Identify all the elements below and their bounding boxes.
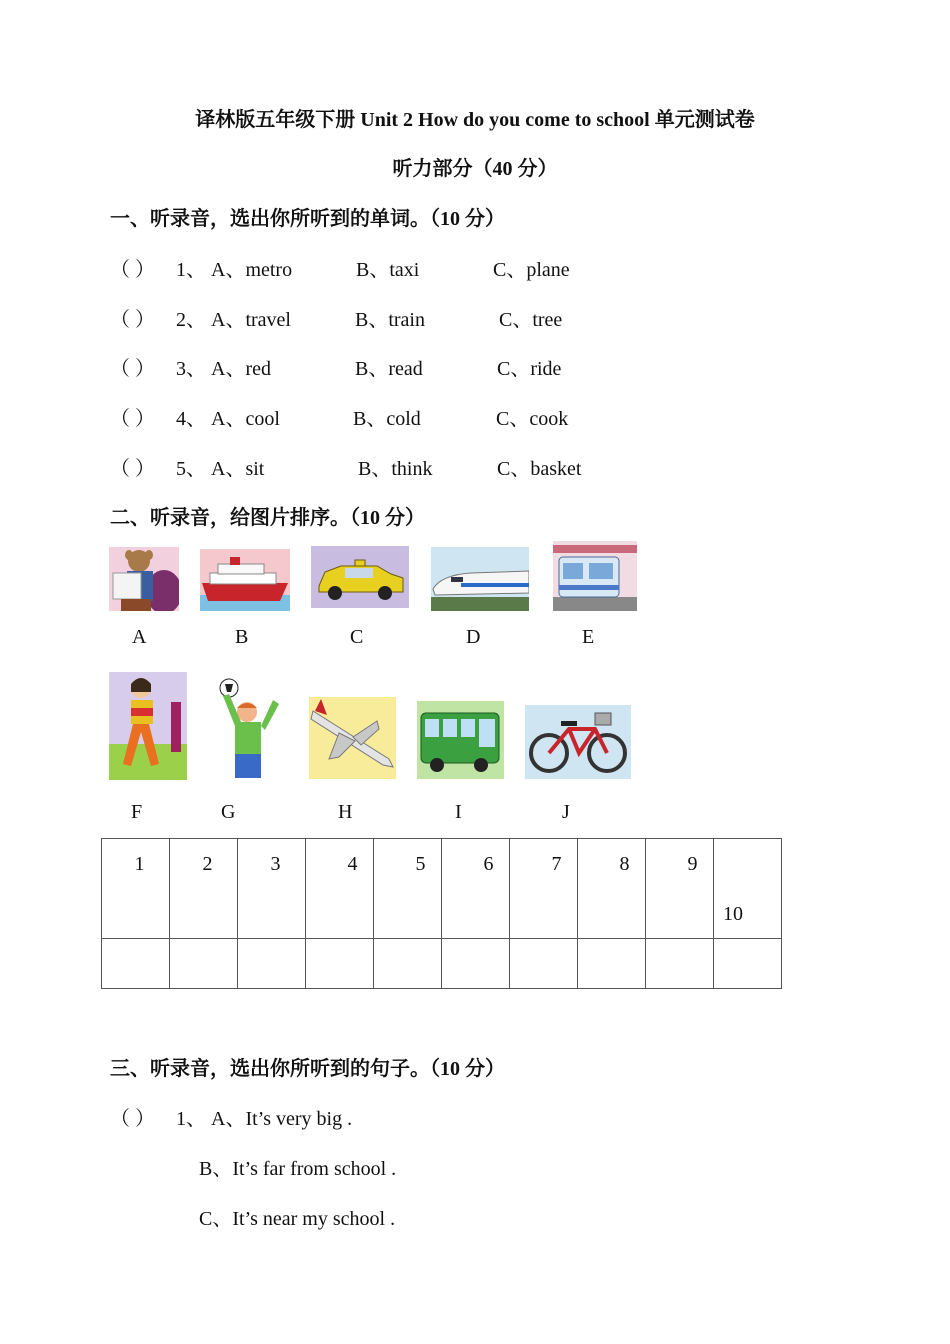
answer-cell[interactable] <box>374 939 442 989</box>
option-c: C、ride <box>497 358 562 380</box>
picture-label: H <box>338 801 353 823</box>
answer-cell[interactable] <box>442 939 510 989</box>
page-subtitle: 听力部分（40 分） <box>392 158 558 180</box>
question-number: 1、 <box>176 1108 206 1130</box>
table-cell: 1 <box>102 839 170 939</box>
table-cell: 7 <box>510 839 578 939</box>
answer-blank[interactable]: （ ） <box>110 259 155 281</box>
table-cell: 4 <box>306 839 374 939</box>
section1-heading: 一、听录音，选出你所听到的单词。（10 分） <box>110 208 505 230</box>
option-c: C、cook <box>496 408 569 430</box>
question-number: 4、 <box>176 408 206 430</box>
option-a: A、metro <box>211 259 293 281</box>
answer-cell[interactable] <box>102 939 170 989</box>
answer-blank[interactable]: （ ） <box>110 408 155 430</box>
answer-cell[interactable] <box>238 939 306 989</box>
taxi-picture <box>311 546 409 608</box>
option-b: B、read <box>355 358 423 380</box>
picture-label: D <box>466 626 481 648</box>
answer-blank[interactable]: （ ） <box>110 309 155 331</box>
table-cell: 3 <box>238 839 306 939</box>
option-b: B、train <box>355 309 425 331</box>
table-cell: 2 <box>170 839 238 939</box>
answer-blank[interactable]: （ ） <box>110 358 155 380</box>
question-number: 5、 <box>176 458 206 480</box>
ship-picture <box>200 549 290 611</box>
goalkeeper-boy-picture <box>207 678 287 780</box>
answer-blank[interactable]: （ ） <box>110 1108 155 1130</box>
picture-label: J <box>562 801 570 823</box>
answer-cell[interactable] <box>578 939 646 989</box>
option-b: B、cold <box>353 408 421 430</box>
table-cell: 9 <box>646 839 714 939</box>
picture-label: A <box>132 626 147 648</box>
picture-label: G <box>221 801 236 823</box>
picture-label: B <box>235 626 249 648</box>
answer-cell[interactable] <box>510 939 578 989</box>
picture-label: I <box>455 801 462 823</box>
option-a: A、cool <box>211 408 280 430</box>
bicycle-picture <box>525 705 631 779</box>
high-speed-train-picture <box>431 547 529 611</box>
table-row <box>102 839 782 939</box>
picture-label: F <box>131 801 143 823</box>
reading-man-picture <box>109 547 179 611</box>
question-number: 1、 <box>176 259 206 281</box>
option-b: B、It’s far from school . <box>199 1158 397 1180</box>
section3-heading: 三、听录音，选出你所听到的句子。（10 分） <box>110 1058 505 1080</box>
option-a: A、sit <box>211 458 265 480</box>
picture-label: C <box>350 626 364 648</box>
answer-blank[interactable]: （ ） <box>110 458 155 480</box>
table-row <box>102 939 782 989</box>
walking-girl-picture <box>109 672 187 780</box>
option-b: B、taxi <box>356 259 420 281</box>
option-a: A、It’s very big . <box>211 1108 353 1130</box>
question-number: 3、 <box>176 358 206 380</box>
metro-train-picture <box>553 541 637 611</box>
table-cell: 6 <box>442 839 510 939</box>
option-c: C、It’s near my school . <box>199 1208 396 1230</box>
option-c: C、tree <box>499 309 563 331</box>
answer-cell[interactable] <box>170 939 238 989</box>
option-a: A、travel <box>211 309 291 331</box>
answer-cell[interactable] <box>714 939 782 989</box>
table-cell: 5 <box>374 839 442 939</box>
option-c: C、plane <box>493 259 570 281</box>
table-cell: 8 <box>578 839 646 939</box>
question-number: 2、 <box>176 309 206 331</box>
answer-table <box>101 838 782 989</box>
option-b: B、think <box>358 458 433 480</box>
bus-picture <box>417 701 504 779</box>
answer-cell[interactable] <box>646 939 714 989</box>
option-a: A、red <box>211 358 271 380</box>
picture-label: E <box>582 626 595 648</box>
section2-heading: 二、听录音，给图片排序。（10 分） <box>110 507 425 529</box>
option-c: C、basket <box>497 458 582 480</box>
answer-cell[interactable] <box>306 939 374 989</box>
airplane-picture <box>309 697 396 779</box>
table-cell: 10 <box>714 839 782 939</box>
page-title: 译林版五年级下册 Unit 2 How do you come to school 单元测试卷 <box>195 109 755 131</box>
